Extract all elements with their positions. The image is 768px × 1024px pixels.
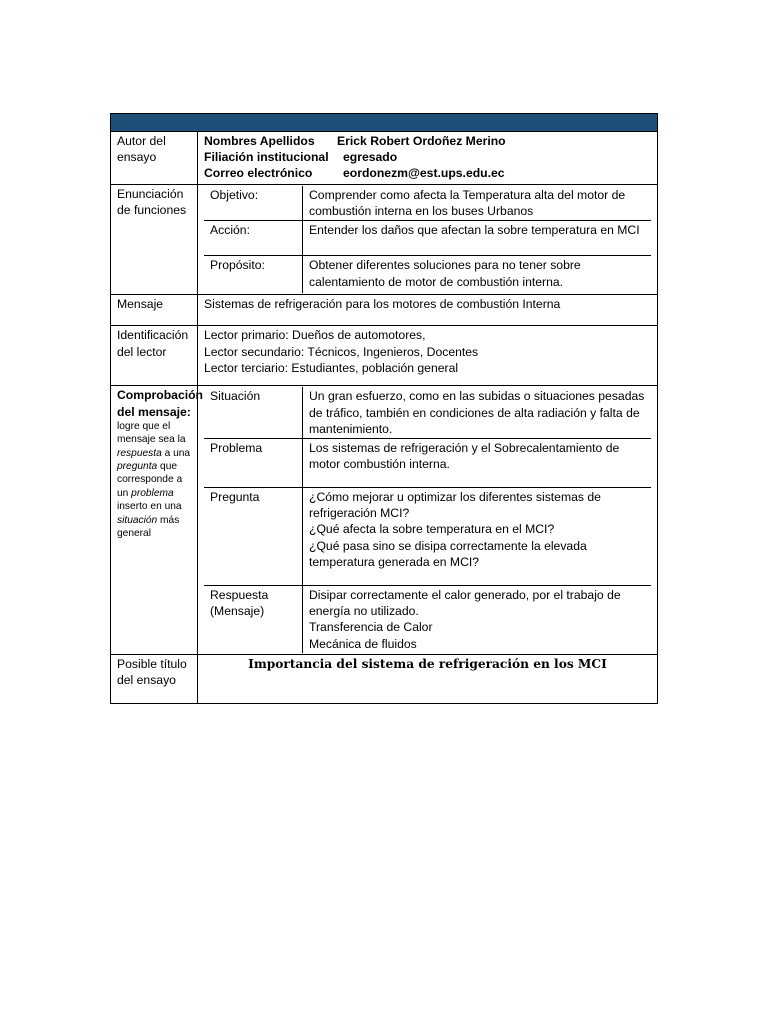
problema-value: Los sistemas de refrigeración y el Sobrecalentamiento de motor combustión interna. <box>303 439 652 488</box>
lector-terciario: Lector terciario: Estudiantes, población general <box>204 360 459 375</box>
respuesta-label: Respuesta (Mensaje) <box>204 586 303 653</box>
comprobacion-note: logre que el mensaje sea la respuesta a una pregunta que corresponde a un problema inserto en una situación más general <box>117 420 191 540</box>
respuesta-1: Disipar correctamente el calor generado, por el trabajo de energía no utilizado. <box>309 588 621 619</box>
respuesta-row <box>204 586 651 653</box>
form-header-bar <box>110 113 658 131</box>
enunciacion-label: Enunciación de funciones <box>111 185 198 295</box>
situacion-value: Un gran esfuerzo, como en las subidas o situaciones pesadas de tráfico, también en condiciones de alta radiación y falta de mantenimiento. <box>303 387 652 438</box>
pregunta-3: ¿Qué pasa sino se disipa correctamente la elevada temperatura generada en MCI? <box>309 538 587 569</box>
identificacion-label: Identificación del lector <box>111 326 198 386</box>
filiacion-label: Filiación institucional <box>204 150 329 165</box>
situacion-label: Situación <box>204 387 303 438</box>
titulo-label: Posible título del ensayo <box>111 654 198 703</box>
accion-value: Entender los daños que afectan la sobre temperatura en MCI <box>303 221 652 256</box>
correo-label: Correo electrónico <box>204 166 313 181</box>
row-comprobacion <box>111 386 658 654</box>
objetivo-label: Objetivo: <box>204 186 303 221</box>
mensaje-value: Sistemas de refrigeración para los motores de combustión Interna <box>198 295 658 326</box>
objetivo-row <box>204 186 651 221</box>
pregunta-lines <box>303 488 652 586</box>
accion-label: Acción: <box>204 221 303 256</box>
problema-row <box>204 439 651 488</box>
comprobacion-label-cell <box>111 386 203 654</box>
comprobacion-label: Comprobación del mensaje: <box>117 388 203 419</box>
nombres-label: Nombres Apellidos <box>204 134 315 148</box>
mensaje-label: Mensaje <box>111 295 198 326</box>
respuesta-3: Mecánica de fluidos <box>309 636 417 651</box>
row-autor <box>111 132 658 185</box>
filiacion-value: egresado <box>343 150 398 165</box>
correo-value: eordonezm@est.ups.edu.ec <box>343 166 505 181</box>
proposito-value: Obtener diferentes soluciones para no tener sobre calentamiento de motor de combustión interna. <box>309 258 581 289</box>
lector-primario: Lector primario: Dueños de automotores, <box>204 328 426 343</box>
row-titulo <box>111 654 658 703</box>
respuesta-lines <box>303 586 652 653</box>
form-table <box>110 131 658 704</box>
pregunta-1: ¿Cómo mejorar u optimizar los diferentes sistemas de refrigeración MCI? <box>309 490 601 521</box>
autor-label: Autor del ensayo <box>111 132 198 185</box>
proposito-label: Propósito: <box>204 256 303 294</box>
row-mensaje <box>111 295 658 326</box>
problema-label: Problema <box>204 439 303 488</box>
nombres-value: Erick Robert Ordoñez Merino <box>337 134 506 148</box>
proposito-row <box>204 256 651 294</box>
pregunta-2: ¿Qué afecta la sobre temperatura en el MCI? <box>309 522 555 537</box>
row-identificacion <box>111 326 658 386</box>
lector-secundario: Lector secundario: Técnicos, Ingenieros, Docentes <box>204 344 479 359</box>
situacion-row <box>204 387 651 438</box>
row-enunciacion <box>111 185 658 295</box>
enunciacion-table <box>204 186 651 293</box>
comprobacion-table <box>204 387 651 652</box>
pregunta-label: Pregunta <box>204 488 303 586</box>
respuesta-2: Transferencia de Calor <box>309 620 433 635</box>
identificacion-lines <box>198 326 658 386</box>
essay-form <box>110 113 658 704</box>
autor-details <box>198 132 658 185</box>
objetivo-value: Comprender como afecta la Temperatura alta del motor de combustión interna en los buses Urbanos <box>303 186 652 221</box>
titulo-value: Importancia del sistema de refrigeración en los MCI <box>198 654 658 703</box>
accion-row <box>204 221 651 256</box>
pregunta-row <box>204 488 651 586</box>
